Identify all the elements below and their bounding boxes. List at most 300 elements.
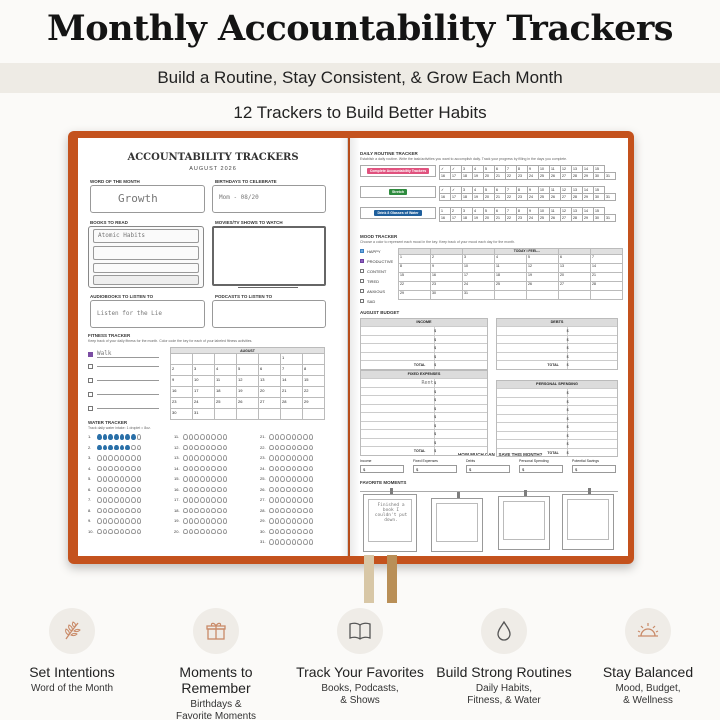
water-row[interactable]: 1.: [88, 434, 143, 440]
water-row[interactable]: 17.: [174, 497, 229, 503]
habit-day[interactable]: 30: [594, 215, 605, 222]
water-drop-icon[interactable]: [200, 476, 205, 482]
water-drop-icon[interactable]: [297, 539, 302, 545]
water-drop-icon[interactable]: [200, 508, 205, 514]
water-drop-icon[interactable]: [131, 445, 136, 451]
calendar-day[interactable]: 3: [193, 365, 215, 376]
water-drop-icon[interactable]: [114, 445, 119, 451]
water-drop-icon[interactable]: [125, 434, 130, 440]
water-drop-icon[interactable]: [217, 497, 222, 503]
water-drop-icon[interactable]: [303, 508, 308, 514]
calendar-day[interactable]: 24: [193, 398, 215, 409]
water-drop-icon[interactable]: [286, 539, 291, 545]
water-drop-icon[interactable]: [286, 518, 291, 524]
water-row[interactable]: 21.: [260, 434, 315, 440]
mood-day[interactable]: 23: [431, 282, 463, 291]
mood-day[interactable]: 25: [495, 282, 527, 291]
water-drop-icon[interactable]: [292, 476, 297, 482]
budget-row[interactable]: [361, 446, 487, 455]
water-drop-icon[interactable]: [125, 476, 130, 482]
water-drop-icon[interactable]: [120, 445, 125, 451]
water-drop-icon[interactable]: [97, 529, 102, 535]
water-row[interactable]: 10.: [88, 529, 143, 535]
water-drop-icon[interactable]: [211, 434, 216, 440]
polaroid-frame[interactable]: [562, 494, 614, 550]
audiobooks-box[interactable]: [90, 300, 205, 328]
water-drop-icon[interactable]: [297, 455, 302, 461]
calendar-day[interactable]: [259, 409, 281, 420]
birthdays-box[interactable]: [212, 185, 326, 213]
mood-day[interactable]: 26: [527, 282, 559, 291]
water-drop-icon[interactable]: [217, 529, 222, 535]
water-drop-icon[interactable]: [275, 487, 280, 493]
water-drop-icon[interactable]: [275, 476, 280, 482]
habit-day[interactable]: 12: [561, 187, 572, 194]
water-row[interactable]: 7.: [88, 497, 143, 503]
budget-row[interactable]: [361, 378, 487, 387]
habit-day[interactable]: 16: [440, 173, 451, 180]
water-drop-icon[interactable]: [309, 445, 314, 451]
water-drop-icon[interactable]: [137, 529, 142, 535]
water-drop-icon[interactable]: [200, 487, 205, 493]
habit-day[interactable]: 13: [572, 208, 583, 215]
water-row[interactable]: 11.: [174, 434, 229, 440]
water-drop-icon[interactable]: [303, 466, 308, 472]
habit-day[interactable]: 3: [462, 208, 473, 215]
water-drop-icon[interactable]: [97, 518, 102, 524]
budget-row[interactable]: [497, 335, 617, 344]
water-drop-icon[interactable]: [275, 539, 280, 545]
mood-key-item[interactable]: [360, 256, 393, 266]
calendar-day[interactable]: 4: [215, 365, 237, 376]
calendar-day[interactable]: 23: [171, 398, 193, 409]
water-drop-icon[interactable]: [269, 497, 274, 503]
mood-day[interactable]: 10: [463, 264, 495, 273]
water-drop-icon[interactable]: [200, 529, 205, 535]
habit-day[interactable]: 5: [484, 208, 495, 215]
water-drop-icon[interactable]: [309, 466, 314, 472]
water-drop-icon[interactable]: [194, 466, 199, 472]
calendar-day[interactable]: 11: [215, 376, 237, 387]
water-drop-icon[interactable]: [223, 445, 228, 451]
budget-row[interactable]: [361, 429, 487, 438]
water-drop-icon[interactable]: [194, 518, 199, 524]
water-drop-icon[interactable]: [125, 529, 130, 535]
water-drop-icon[interactable]: [309, 529, 314, 535]
water-row[interactable]: 30.: [260, 529, 315, 535]
water-drop-icon[interactable]: [280, 487, 285, 493]
habit-day[interactable]: ✓: [451, 187, 462, 194]
water-drop-icon[interactable]: [303, 487, 308, 493]
habit-day[interactable]: 29: [583, 215, 594, 222]
habit-day[interactable]: 21: [495, 215, 506, 222]
mood-day[interactable]: 13: [559, 264, 591, 273]
budget-row[interactable]: [361, 395, 487, 404]
water-row[interactable]: 14.: [174, 466, 229, 472]
water-drop-icon[interactable]: [223, 508, 228, 514]
water-drop-icon[interactable]: [292, 445, 297, 451]
calendar-day[interactable]: 9: [171, 376, 193, 387]
water-drop-icon[interactable]: [309, 455, 314, 461]
water-row[interactable]: 6.: [88, 487, 143, 493]
water-drop-icon[interactable]: [183, 476, 188, 482]
water-drop-icon[interactable]: [206, 434, 211, 440]
budget-row[interactable]: [497, 448, 617, 457]
water-drop-icon[interactable]: [292, 497, 297, 503]
water-drop-icon[interactable]: [286, 508, 291, 514]
water-drop-icon[interactable]: [292, 466, 297, 472]
water-drop-icon[interactable]: [275, 455, 280, 461]
budget-row[interactable]: [497, 431, 617, 440]
water-drop-icon[interactable]: [120, 434, 125, 440]
water-drop-icon[interactable]: [189, 518, 194, 524]
habit-day[interactable]: 17: [451, 173, 462, 180]
habit-day[interactable]: 10: [539, 187, 550, 194]
water-drop-icon[interactable]: [120, 476, 125, 482]
water-drop-icon[interactable]: [200, 455, 205, 461]
water-drop-icon[interactable]: [137, 445, 142, 451]
water-drop-icon[interactable]: [194, 445, 199, 451]
mood-day[interactable]: 18: [495, 273, 527, 282]
fitness-row[interactable]: [88, 406, 159, 411]
water-drop-icon[interactable]: [292, 455, 297, 461]
water-drop-icon[interactable]: [280, 455, 285, 461]
habit-day[interactable]: 18: [462, 194, 473, 201]
water-drop-icon[interactable]: [189, 529, 194, 535]
water-drop-icon[interactable]: [217, 508, 222, 514]
water-drop-icon[interactable]: [183, 466, 188, 472]
water-drop-icon[interactable]: [223, 487, 228, 493]
calendar-day[interactable]: 27: [259, 398, 281, 409]
habit-day[interactable]: 16: [440, 215, 451, 222]
calendar-day[interactable]: 16: [171, 387, 193, 398]
water-drop-icon[interactable]: [303, 497, 308, 503]
habit-day[interactable]: 28: [572, 215, 583, 222]
water-drop-icon[interactable]: [269, 487, 274, 493]
habit-day[interactable]: 20: [484, 173, 495, 180]
calendar-day[interactable]: 2: [171, 365, 193, 376]
savings-field[interactable]: [466, 465, 510, 473]
water-drop-icon[interactable]: [131, 529, 136, 535]
water-drop-icon[interactable]: [280, 497, 285, 503]
water-drop-icon[interactable]: [183, 445, 188, 451]
mood-day[interactable]: 24: [463, 282, 495, 291]
water-drop-icon[interactable]: [223, 476, 228, 482]
water-drop-icon[interactable]: [275, 529, 280, 535]
water-drop-icon[interactable]: [125, 508, 130, 514]
habit-day[interactable]: 14: [583, 208, 594, 215]
water-drop-icon[interactable]: [131, 455, 136, 461]
habit-day[interactable]: 9: [528, 208, 539, 215]
water-drop-icon[interactable]: [200, 434, 205, 440]
habit-day[interactable]: 1: [440, 208, 451, 215]
water-row[interactable]: 23.: [260, 455, 315, 461]
water-drop-icon[interactable]: [303, 539, 308, 545]
habit-day[interactable]: 22: [506, 194, 517, 201]
habit-day[interactable]: 5: [484, 187, 495, 194]
budget-row[interactable]: [361, 360, 487, 369]
water-drop-icon[interactable]: [211, 476, 216, 482]
water-drop-icon[interactable]: [303, 518, 308, 524]
habit-day[interactable]: 16: [440, 194, 451, 201]
habit-day[interactable]: 23: [517, 194, 528, 201]
mood-day[interactable]: [495, 291, 527, 300]
mood-day[interactable]: 17: [463, 273, 495, 282]
habit-day[interactable]: 13: [572, 166, 583, 173]
water-row[interactable]: 16.: [174, 487, 229, 493]
fitness-color-key[interactable]: [88, 352, 93, 357]
habit-day[interactable]: 9: [528, 187, 539, 194]
calendar-day[interactable]: 22: [303, 387, 325, 398]
water-drop-icon[interactable]: [206, 497, 211, 503]
water-drop-icon[interactable]: [200, 497, 205, 503]
mood-day[interactable]: 15: [399, 273, 431, 282]
water-drop-icon[interactable]: [280, 529, 285, 535]
habit-day[interactable]: 22: [506, 173, 517, 180]
water-drop-icon[interactable]: [200, 518, 205, 524]
water-row[interactable]: 15.: [174, 476, 229, 482]
budget-row[interactable]: [361, 335, 487, 344]
water-drop-icon[interactable]: [194, 508, 199, 514]
water-drop-icon[interactable]: [183, 487, 188, 493]
habit-day[interactable]: 10: [539, 166, 550, 173]
water-drop-icon[interactable]: [297, 487, 302, 493]
water-drop-icon[interactable]: [211, 466, 216, 472]
habit-day[interactable]: 28: [572, 173, 583, 180]
fitness-row[interactable]: [88, 364, 159, 369]
habit-day[interactable]: 28: [572, 194, 583, 201]
water-drop-icon[interactable]: [131, 508, 136, 514]
water-drop-icon[interactable]: [120, 497, 125, 503]
budget-row[interactable]: [361, 326, 487, 335]
water-drop-icon[interactable]: [183, 455, 188, 461]
habit-day[interactable]: 21: [495, 194, 506, 201]
habit-day[interactable]: 24: [528, 194, 539, 201]
calendar-day[interactable]: 19: [237, 387, 259, 398]
habit-day[interactable]: 25: [539, 194, 550, 201]
water-drop-icon[interactable]: [200, 445, 205, 451]
calendar-day[interactable]: 1: [281, 354, 303, 365]
water-drop-icon[interactable]: [189, 466, 194, 472]
water-drop-icon[interactable]: [217, 518, 222, 524]
water-drop-icon[interactable]: [275, 466, 280, 472]
water-drop-icon[interactable]: [297, 529, 302, 535]
water-drop-icon[interactable]: [309, 497, 314, 503]
water-drop-icon[interactable]: [103, 434, 108, 440]
budget-row[interactable]: [497, 422, 617, 431]
water-drop-icon[interactable]: [223, 518, 228, 524]
water-drop-icon[interactable]: [217, 487, 222, 493]
habit-day[interactable]: 10: [539, 208, 550, 215]
water-drop-icon[interactable]: [297, 497, 302, 503]
water-drop-icon[interactable]: [189, 434, 194, 440]
water-drop-icon[interactable]: [292, 508, 297, 514]
habit-day[interactable]: 30: [594, 194, 605, 201]
water-drop-icon[interactable]: [297, 434, 302, 440]
fitness-row[interactable]: [88, 350, 159, 358]
habit-day[interactable]: 15: [594, 166, 605, 173]
water-drop-icon[interactable]: [108, 466, 113, 472]
budget-row[interactable]: [497, 388, 617, 397]
water-drop-icon[interactable]: [275, 434, 280, 440]
water-drop-icon[interactable]: [275, 497, 280, 503]
water-drop-icon[interactable]: [223, 466, 228, 472]
water-drop-icon[interactable]: [211, 445, 216, 451]
water-drop-icon[interactable]: [131, 434, 136, 440]
habit-day[interactable]: 29: [583, 173, 594, 180]
habit-day[interactable]: 31: [605, 173, 616, 180]
water-drop-icon[interactable]: [286, 497, 291, 503]
calendar-day[interactable]: 12: [237, 376, 259, 387]
water-drop-icon[interactable]: [286, 455, 291, 461]
habit-day[interactable]: 31: [605, 215, 616, 222]
water-row[interactable]: 2.: [88, 445, 143, 451]
water-drop-icon[interactable]: [194, 434, 199, 440]
fitness-row[interactable]: [88, 392, 159, 397]
water-drop-icon[interactable]: [223, 455, 228, 461]
habit-day[interactable]: 4: [473, 166, 484, 173]
water-row[interactable]: 22.: [260, 445, 315, 451]
water-drop-icon[interactable]: [194, 487, 199, 493]
habit-day[interactable]: 8: [517, 187, 528, 194]
water-drop-icon[interactable]: [131, 476, 136, 482]
habit-day[interactable]: 26: [550, 194, 561, 201]
budget-row[interactable]: [497, 352, 617, 361]
mood-day[interactable]: 8: [399, 264, 431, 273]
habit-day[interactable]: 18: [462, 215, 473, 222]
water-drop-icon[interactable]: [183, 497, 188, 503]
water-drop-icon[interactable]: [303, 445, 308, 451]
mood-day[interactable]: 31: [463, 291, 495, 300]
water-drop-icon[interactable]: [280, 445, 285, 451]
water-drop-icon[interactable]: [280, 434, 285, 440]
savings-field[interactable]: [360, 465, 404, 473]
habit-day[interactable]: 19: [473, 173, 484, 180]
water-drop-icon[interactable]: [120, 508, 125, 514]
calendar-day[interactable]: [237, 409, 259, 420]
water-drop-icon[interactable]: [108, 497, 113, 503]
water-drop-icon[interactable]: [108, 445, 113, 451]
water-drop-icon[interactable]: [309, 434, 314, 440]
water-drop-icon[interactable]: [269, 539, 274, 545]
mood-day[interactable]: 7: [591, 255, 623, 264]
budget-row[interactable]: [497, 397, 617, 406]
calendar-day[interactable]: 15: [303, 376, 325, 387]
word-box[interactable]: [90, 185, 205, 213]
water-row[interactable]: 9.: [88, 518, 143, 524]
habit-day[interactable]: 4: [473, 187, 484, 194]
habit-day[interactable]: 15: [594, 187, 605, 194]
water-drop-icon[interactable]: [97, 445, 102, 451]
water-drop-icon[interactable]: [137, 497, 142, 503]
water-drop-icon[interactable]: [125, 497, 130, 503]
water-drop-icon[interactable]: [269, 434, 274, 440]
habit-day[interactable]: 31: [605, 194, 616, 201]
habit-day[interactable]: 8: [517, 166, 528, 173]
budget-row[interactable]: [361, 404, 487, 413]
calendar-day[interactable]: 18: [215, 387, 237, 398]
mood-day[interactable]: 20: [559, 273, 591, 282]
calendar-day[interactable]: [237, 354, 259, 365]
calendar-day[interactable]: [303, 354, 325, 365]
water-drop-icon[interactable]: [194, 529, 199, 535]
habit-day[interactable]: ✓: [440, 187, 451, 194]
mood-key-item[interactable]: [360, 286, 393, 296]
habit-day[interactable]: 3: [462, 187, 473, 194]
calendar-day[interactable]: 14: [281, 376, 303, 387]
habit-day[interactable]: 7: [506, 208, 517, 215]
habit-day[interactable]: 26: [550, 215, 561, 222]
mood-day[interactable]: [559, 291, 591, 300]
water-row[interactable]: 8.: [88, 508, 143, 514]
habit-day[interactable]: 26: [550, 173, 561, 180]
habit-day[interactable]: 5: [484, 166, 495, 173]
water-drop-icon[interactable]: [269, 518, 274, 524]
mood-day[interactable]: 9: [431, 264, 463, 273]
water-row[interactable]: 12.: [174, 445, 229, 451]
water-drop-icon[interactable]: [211, 487, 216, 493]
habit-day[interactable]: 13: [572, 187, 583, 194]
water-drop-icon[interactable]: [286, 466, 291, 472]
water-drop-icon[interactable]: [114, 476, 119, 482]
water-drop-icon[interactable]: [131, 518, 136, 524]
water-row[interactable]: 31.: [260, 539, 315, 545]
habit-day[interactable]: 14: [583, 166, 594, 173]
water-drop-icon[interactable]: [223, 497, 228, 503]
water-drop-icon[interactable]: [206, 476, 211, 482]
mood-day[interactable]: [527, 291, 559, 300]
budget-row[interactable]: [497, 439, 617, 448]
habit-day[interactable]: 23: [517, 215, 528, 222]
water-drop-icon[interactable]: [206, 455, 211, 461]
water-drop-icon[interactable]: [120, 466, 125, 472]
water-drop-icon[interactable]: [292, 434, 297, 440]
habit-day[interactable]: 20: [484, 194, 495, 201]
habit-day[interactable]: 20: [484, 215, 495, 222]
water-drop-icon[interactable]: [206, 518, 211, 524]
water-drop-icon[interactable]: [217, 476, 222, 482]
habit-day[interactable]: 8: [517, 208, 528, 215]
habit-day[interactable]: 29: [583, 194, 594, 201]
tv-box[interactable]: [212, 226, 326, 286]
water-drop-icon[interactable]: [189, 508, 194, 514]
mood-day[interactable]: 30: [431, 291, 463, 300]
water-row[interactable]: 27.: [260, 497, 315, 503]
water-drop-icon[interactable]: [103, 455, 108, 461]
water-drop-icon[interactable]: [97, 497, 102, 503]
water-drop-icon[interactable]: [292, 529, 297, 535]
habit-label-box[interactable]: [360, 207, 436, 219]
water-drop-icon[interactable]: [194, 497, 199, 503]
water-drop-icon[interactable]: [211, 518, 216, 524]
mood-day[interactable]: 5: [527, 255, 559, 264]
water-row[interactable]: 29.: [260, 518, 315, 524]
water-drop-icon[interactable]: [309, 476, 314, 482]
water-drop-icon[interactable]: [103, 508, 108, 514]
habit-day[interactable]: 15: [594, 208, 605, 215]
mood-day[interactable]: 22: [399, 282, 431, 291]
water-drop-icon[interactable]: [223, 434, 228, 440]
savings-field[interactable]: [519, 465, 563, 473]
habit-day[interactable]: 11: [550, 208, 561, 215]
budget-row[interactable]: [361, 438, 487, 447]
water-row[interactable]: 25.: [260, 476, 315, 482]
calendar-day[interactable]: 28: [281, 398, 303, 409]
habit-day[interactable]: ✓: [440, 166, 451, 173]
water-drop-icon[interactable]: [292, 539, 297, 545]
water-drop-icon[interactable]: [183, 508, 188, 514]
water-drop-icon[interactable]: [206, 445, 211, 451]
